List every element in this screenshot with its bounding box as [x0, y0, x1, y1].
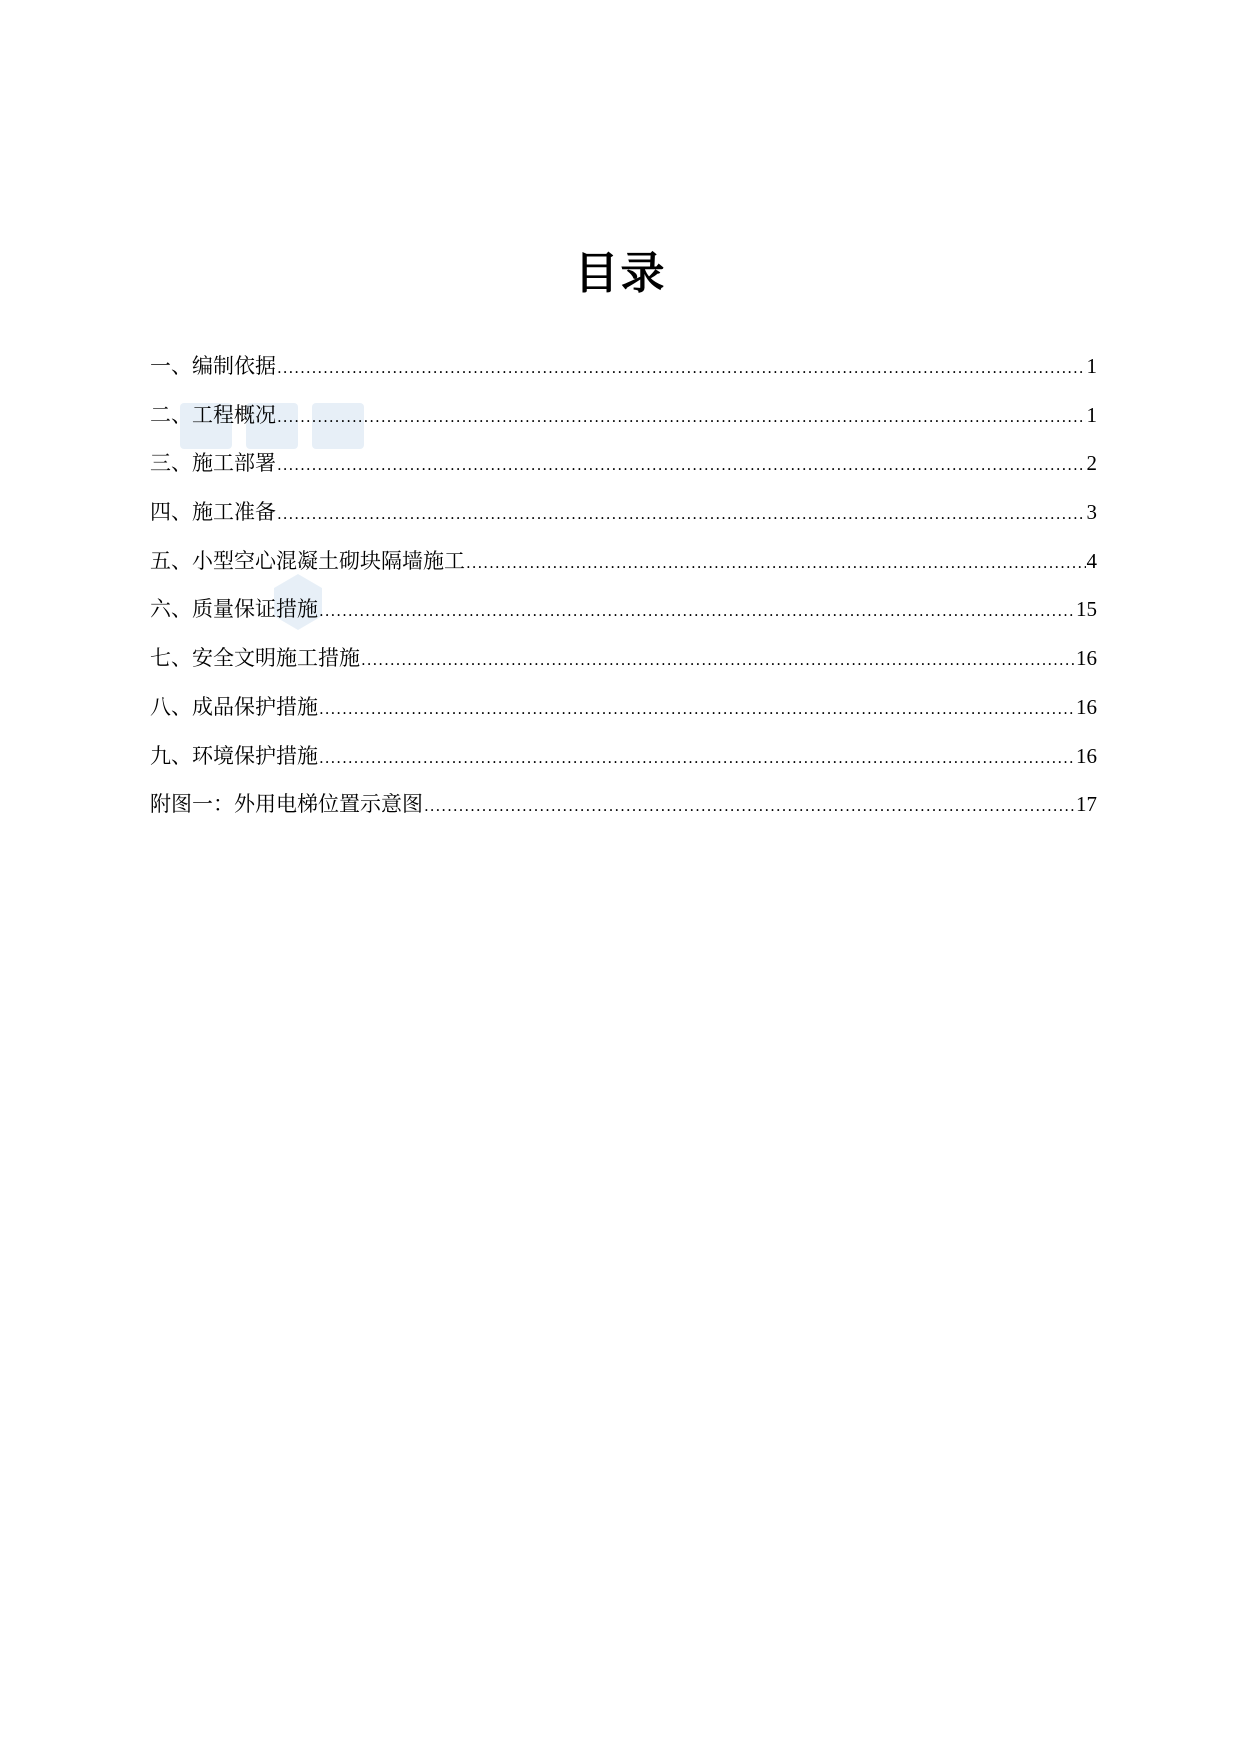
toc-entry-page: 1 [1086, 354, 1097, 378]
document-title: 目录 [574, 248, 667, 300]
toc-entry-label: 六、质量保证措施 [150, 597, 318, 622]
toc-dot-leader [319, 692, 1075, 726]
toc-entry[interactable] [150, 787, 1097, 836]
toc-entry-label: 九、环境保护措施 [150, 743, 318, 768]
toc-dot-leader [319, 594, 1075, 628]
toc-entry[interactable] [150, 495, 1097, 544]
toc-entry-label: 八、成品保护措施 [150, 694, 318, 719]
toc-dot-leader [466, 546, 1086, 580]
toc-entry-page: 4 [1086, 548, 1097, 573]
toc-entry-label: 四、施工准备 [150, 500, 276, 525]
toc-entry[interactable] [150, 641, 1097, 690]
toc-dot-leader [277, 497, 1086, 531]
toc-entry-label: 三、施工部署 [150, 451, 276, 476]
toc-dot-leader [319, 741, 1075, 775]
toc-dot-leader [424, 789, 1075, 823]
toc-entry[interactable] [150, 398, 1097, 447]
toc-entry-label: 二、工程概况 [150, 402, 276, 427]
toc-dot-leader [361, 643, 1075, 677]
toc-entry-page: 16 [1076, 743, 1097, 768]
toc-dot-leader [277, 400, 1086, 434]
toc-entry-label: 七、安全文明施工措施 [150, 646, 360, 671]
toc-entry-page: 15 [1076, 597, 1097, 622]
toc-entry[interactable] [150, 592, 1097, 641]
toc-entry-page: 17 [1076, 792, 1097, 817]
toc-entry-page: 16 [1076, 694, 1097, 719]
toc-entry[interactable] [150, 349, 1097, 398]
toc-dot-leader [277, 448, 1086, 482]
toc-entry[interactable] [150, 544, 1097, 593]
toc-entry[interactable] [150, 690, 1097, 739]
toc-entry-label: 一、编制依据 [150, 354, 276, 378]
toc-entry[interactable] [150, 446, 1097, 495]
table-of-contents [150, 349, 1097, 836]
toc-entry-label: 五、小型空心混凝土砌块隔墙施工 [150, 548, 465, 573]
toc-entry[interactable] [150, 739, 1097, 788]
toc-entry-page: 1 [1086, 402, 1097, 427]
toc-entry-label: 附图一：外用电梯位置示意图 [150, 792, 423, 817]
toc-entry-page: 3 [1086, 500, 1097, 525]
toc-dot-leader [277, 351, 1086, 385]
toc-entry-page: 2 [1086, 451, 1097, 476]
toc-entry-page: 16 [1076, 646, 1097, 671]
